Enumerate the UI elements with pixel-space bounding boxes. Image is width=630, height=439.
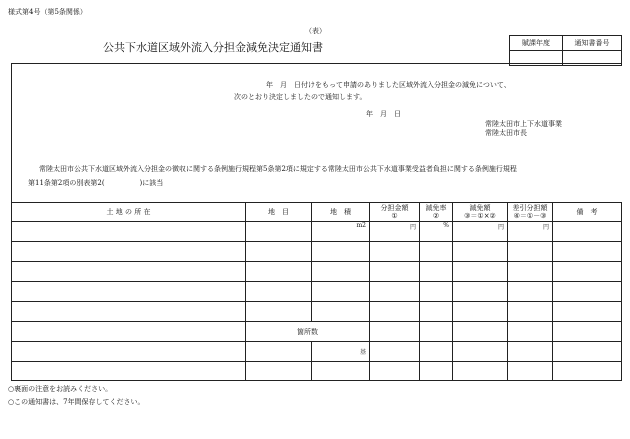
meta-table (509, 35, 622, 66)
legal-basis-line1: 常陸太田市公共下水道区域外流入分担金の徴収に関する条例施行規程第5条第2項に規定する常陸太田市公共下水道事業受益者負担に関する条例施行規程 (39, 165, 517, 173)
header-location: 土 地 の 所 在 (12, 203, 246, 222)
header-charge: 分担金額 ① (370, 203, 420, 222)
note-read-reverse: ○裏面の注意をお読みください。 (8, 385, 113, 393)
issuer-mayor: 常陸太田市長 (485, 129, 527, 137)
count-row (12, 322, 622, 342)
count-label: 箇所数 (246, 322, 370, 342)
header-land-category: 地 目 (246, 203, 312, 222)
table-row (12, 282, 622, 302)
assessment-year-label: 賦課年度 (510, 36, 563, 51)
issuer-org: 常陸太田市上下水道事業 (485, 120, 562, 128)
notice-number-label: 通知書番号 (563, 36, 622, 51)
header-exempt: 減免額 ③＝①×② (453, 203, 508, 222)
table-row (12, 262, 622, 282)
charge-unit: 円 (370, 222, 420, 242)
header-rate: 減免率 ② (420, 203, 453, 222)
notice-date: 年 月 日 (366, 110, 401, 118)
balance-unit: 円 (508, 222, 553, 242)
document-title: 公共下水道区域外流入分担金減免決定通知書 (103, 41, 323, 54)
form-side-label: （表） (305, 27, 326, 35)
parcel-table (11, 202, 622, 381)
legal-basis-line2: 第11条第2項の別表第2( )に該当 (28, 179, 164, 187)
rate-unit: % (420, 222, 453, 242)
notice-text-line2: 次のとおり決定しましたので通知します。 (234, 93, 367, 101)
form-number: 様式第4号（第5条関係） (8, 8, 87, 16)
notice-text-line1: 年 月 日付けをもって申請のありました区域外流入分担金の減免について、 (266, 81, 511, 89)
table-row (12, 302, 622, 322)
count-unit-row (12, 342, 622, 362)
table-row (12, 222, 622, 242)
count-unit: 基 (312, 342, 370, 362)
header-balance: 差引分担額 ④＝①－③ (508, 203, 553, 222)
area-unit: m2 (312, 222, 370, 242)
header-remarks: 備 考 (553, 203, 622, 222)
table-row (12, 362, 622, 381)
table-row (12, 242, 622, 262)
exempt-unit: 円 (453, 222, 508, 242)
note-retention: ○この通知書は、7年間保存してください。 (8, 398, 145, 406)
header-area: 地 積 (312, 203, 370, 222)
